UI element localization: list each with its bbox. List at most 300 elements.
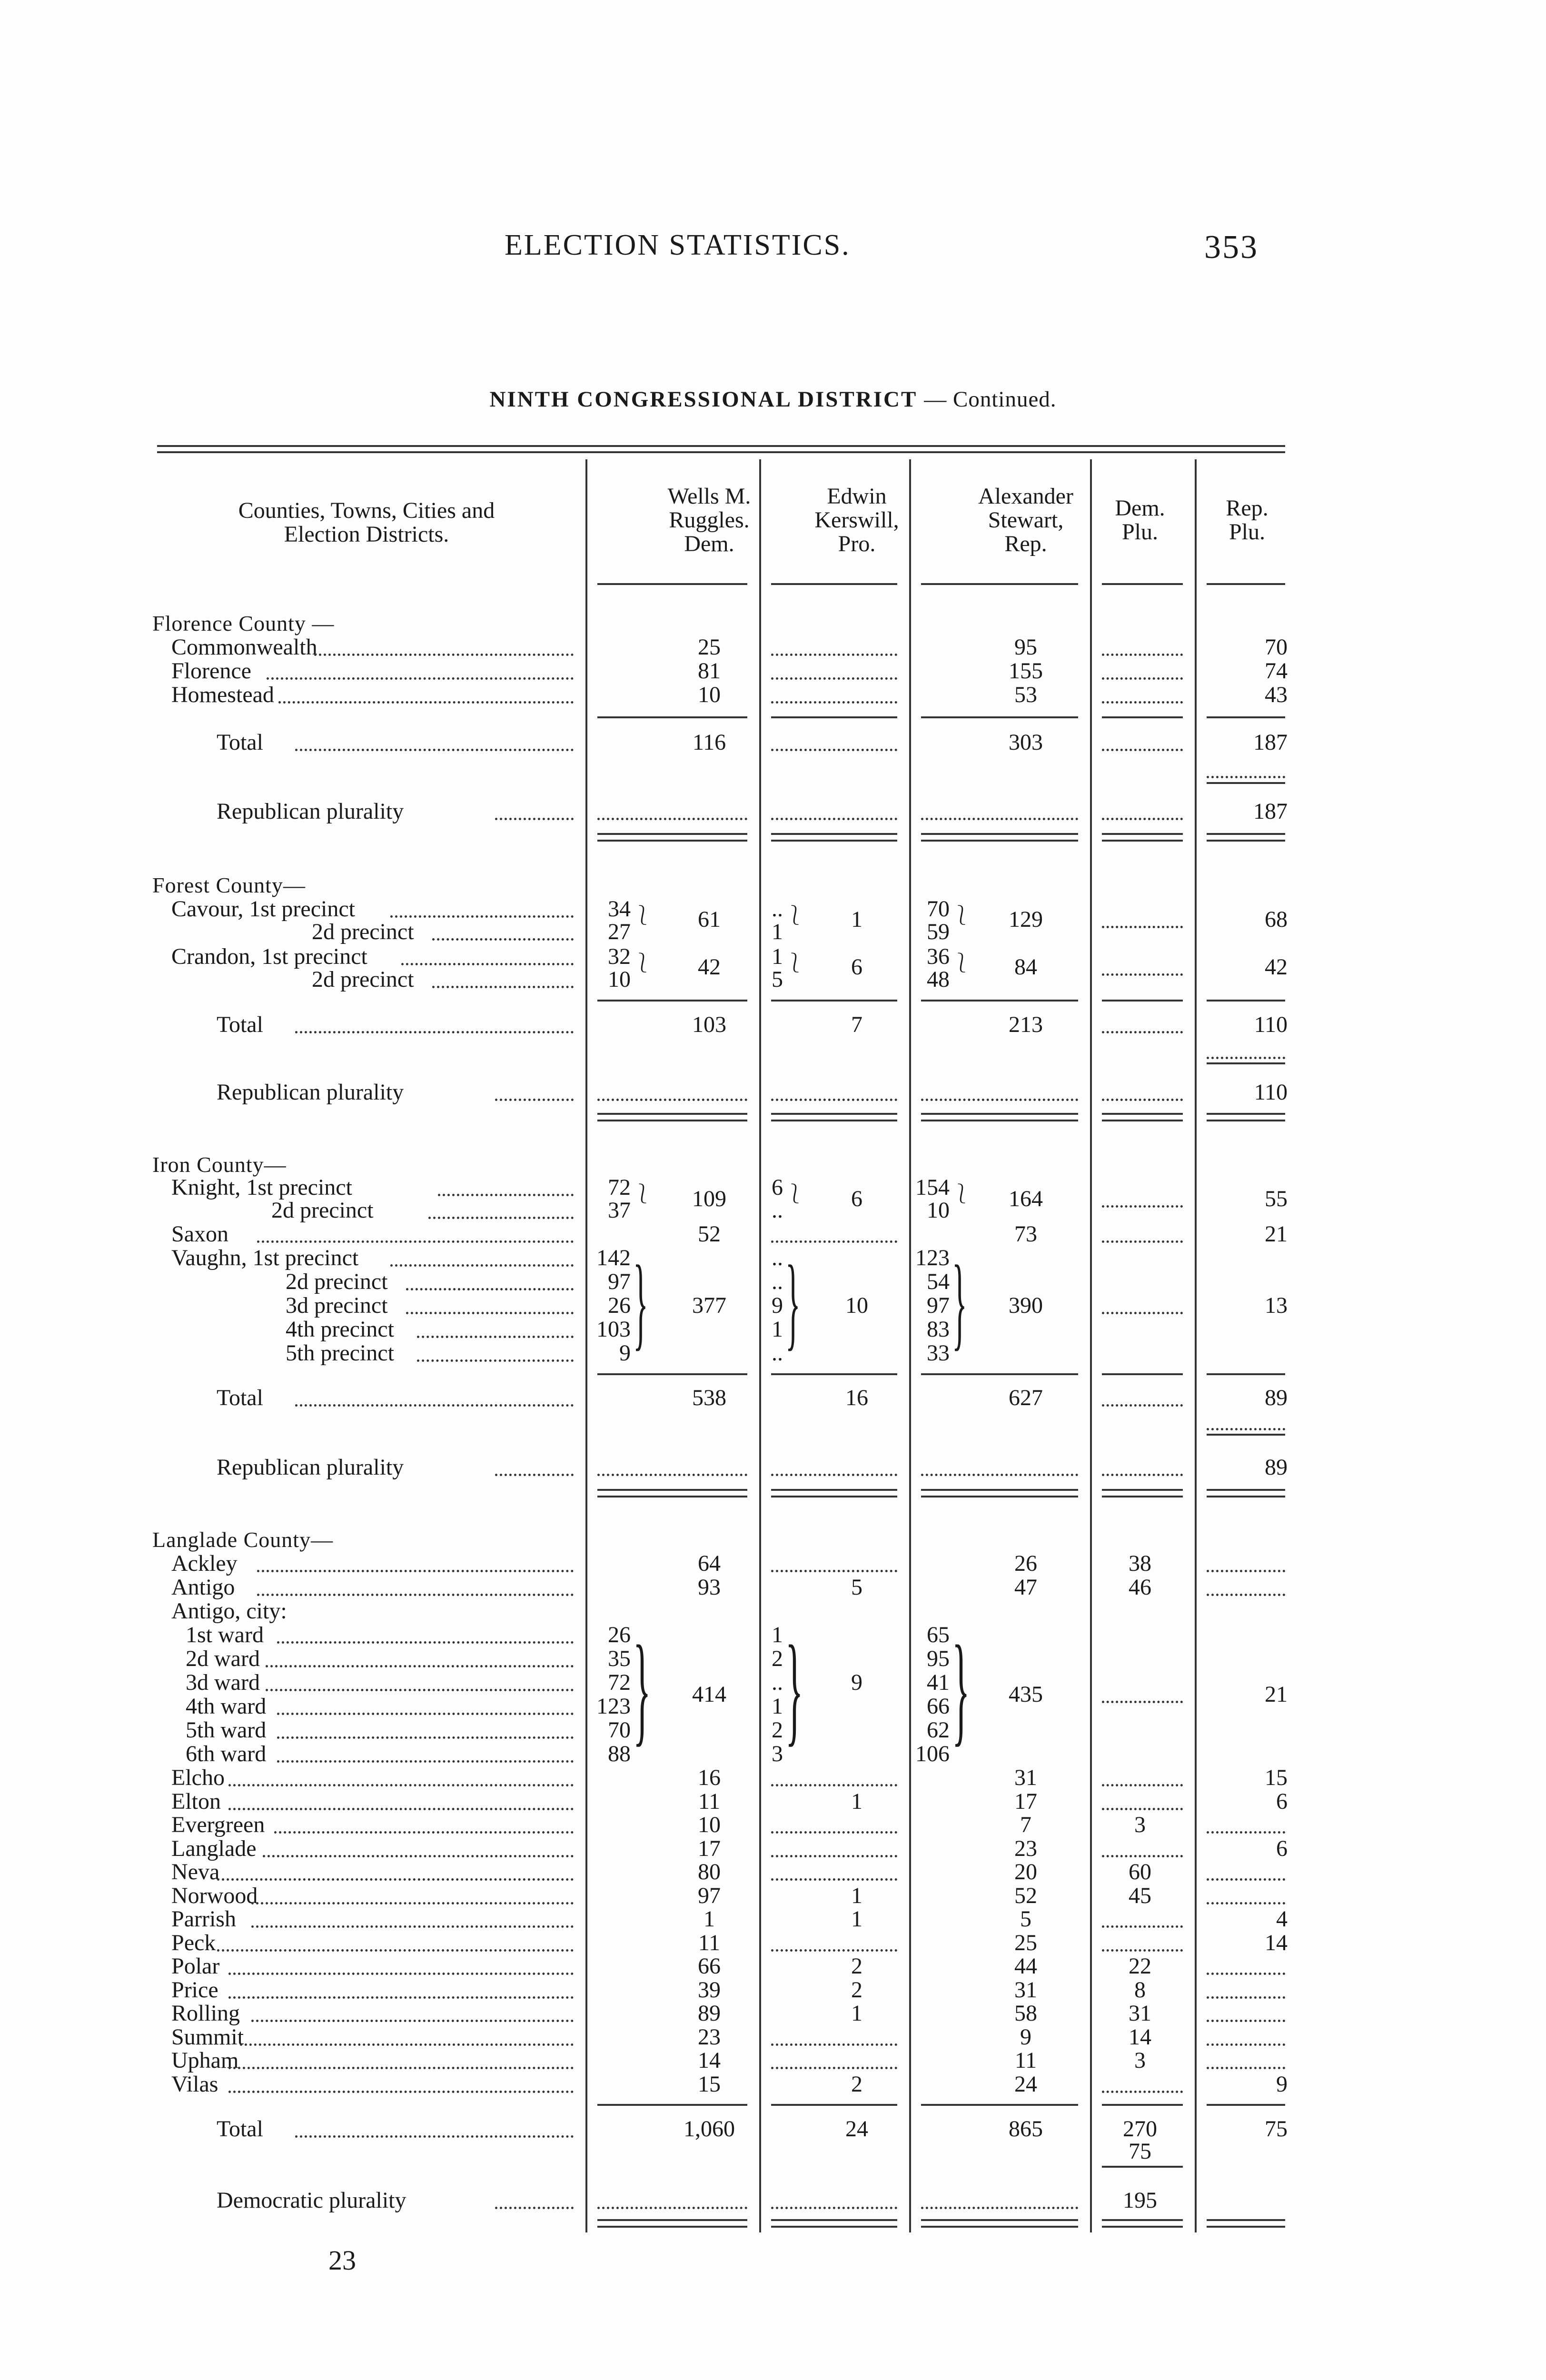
stewart-votes: 17	[1014, 1788, 1037, 1814]
header-underline	[1207, 583, 1285, 585]
ruggles-votes: 10	[698, 1812, 721, 1837]
stewart-votes: 5	[1020, 1906, 1031, 1932]
dot-leader	[390, 1264, 574, 1267]
rep-plurality: 43	[1265, 682, 1288, 707]
town-name: Antigo	[171, 1575, 235, 1600]
dot-leader	[771, 677, 897, 680]
dot-leader	[251, 1925, 574, 1928]
precinct-subvote: 59	[927, 919, 950, 944]
ward-subvote: 1	[772, 1694, 783, 1719]
total-rule	[771, 716, 897, 718]
brace: }	[952, 1244, 967, 1360]
section-rule	[597, 1489, 747, 1491]
brace: ⎱	[633, 952, 652, 973]
dot-leader	[1102, 1404, 1183, 1407]
ward-name: 6th ward	[186, 1741, 267, 1766]
stewart-votes: 95	[1014, 635, 1037, 660]
precinct-subvote: 1	[772, 944, 783, 969]
dot-leader	[495, 2207, 574, 2209]
section-rule	[1207, 840, 1285, 842]
dot-leader	[771, 1784, 897, 1786]
plurality-value: 110	[1254, 1080, 1288, 1105]
ruggles-votes: 64	[698, 1551, 721, 1576]
plurality-label: Republican plurality	[217, 1080, 404, 1105]
total-ruggles: 1,060	[684, 2116, 735, 2142]
stewart-votes: 31	[1014, 1765, 1037, 1790]
section-rule	[1102, 2226, 1183, 2228]
town-name: Parrish	[171, 1906, 236, 1932]
dot-leader	[1102, 1474, 1183, 1476]
ward-subvote: 1	[772, 1622, 783, 1647]
dot-leader	[1102, 973, 1183, 976]
section-rule	[1207, 1489, 1285, 1491]
dot-leader	[1102, 1205, 1183, 1208]
precinct-name: Cavour, 1st precinct	[171, 896, 355, 922]
dot-leader	[417, 1336, 574, 1338]
ward-subvote: 106	[915, 1741, 950, 1766]
section-rule	[1102, 1113, 1183, 1115]
precinct-subvote: 5	[772, 967, 783, 992]
dot-leader	[277, 1641, 574, 1644]
total-rule	[921, 1000, 1078, 1002]
ruggles-votes: 52	[698, 1221, 721, 1247]
dot-leader	[1102, 1099, 1183, 1101]
plurality-label: Republican plurality	[217, 799, 404, 824]
ward-subvote: 3	[772, 1741, 783, 1766]
dot-leader	[406, 1312, 574, 1314]
ward-subvote: ..	[772, 1670, 783, 1695]
total-kerswill: 24	[845, 2116, 868, 2142]
section-rule	[1207, 2219, 1285, 2221]
rep-plurality: 6	[1276, 1835, 1288, 1861]
brace: ⎱	[633, 1183, 652, 1204]
ruggles-votes: 66	[698, 1954, 721, 1979]
section-rule	[771, 833, 897, 835]
total-stewart: 627	[1009, 1385, 1043, 1410]
dot-leader	[495, 1099, 574, 1101]
precinct-name: 5th precinct	[286, 1340, 394, 1366]
section-rule	[921, 1120, 1078, 1121]
ward-subvote: 95	[927, 1646, 950, 1671]
ruggles-votes: 39	[698, 1977, 721, 2003]
dot-leader	[1102, 1701, 1183, 1703]
precinct-subvote: 34	[608, 896, 631, 922]
kerswill-votes: 1	[851, 1883, 862, 1908]
dot-leader	[771, 1474, 897, 1476]
dot-leader	[771, 1855, 897, 1857]
section-rule	[1207, 1113, 1285, 1115]
section-rule	[597, 1120, 747, 1121]
dot-leader	[251, 1902, 574, 1904]
dot-leader	[295, 1031, 574, 1033]
total-label: Total	[217, 1012, 263, 1037]
stewart-votes: 129	[1009, 907, 1043, 932]
section-rule	[1207, 2226, 1285, 2228]
section-rule	[1207, 1120, 1285, 1121]
precinct-subvote: ..	[772, 1340, 783, 1366]
town-name: Polar	[171, 1954, 220, 1979]
precinct-subvote: 72	[608, 1175, 631, 1200]
total-rule	[921, 716, 1078, 718]
stewart-votes: 26	[1014, 1551, 1037, 1576]
dot-leader	[771, 749, 897, 751]
dot-leader	[267, 677, 574, 680]
dot-leader	[1102, 2091, 1183, 2093]
precinct-name: 2d precinct	[271, 1198, 374, 1223]
dot-leader	[495, 1474, 574, 1476]
dot-leader	[1207, 2043, 1285, 2046]
stewart-votes: 47	[1014, 1575, 1037, 1600]
rep-plurality: 70	[1265, 635, 1288, 660]
header-underline	[921, 583, 1078, 585]
precinct-name: Vaughn, 1st precinct	[171, 1245, 359, 1270]
dot-leader	[314, 654, 574, 656]
town-name: Evergreen	[171, 1812, 265, 1837]
dot-leader	[771, 1099, 897, 1101]
plurality-rule	[1207, 782, 1285, 784]
dot-leader	[1207, 1428, 1285, 1430]
brace: }	[785, 1244, 801, 1360]
ward-subvote: 35	[608, 1646, 631, 1671]
dot-leader	[771, 1949, 897, 1952]
dot-leader	[228, 2067, 574, 2069]
section-rule	[921, 1496, 1078, 1497]
signature-mark: 23	[328, 2245, 356, 2276]
section-rule	[921, 840, 1078, 842]
dem-plurality: 46	[1129, 1575, 1151, 1600]
ward-subvote: 62	[927, 1717, 950, 1743]
stewart-votes: 73	[1014, 1221, 1037, 1247]
total-rule	[771, 2104, 897, 2106]
running-header-title: ELECTION STATISTICS.	[505, 229, 851, 261]
total-rule	[1207, 716, 1285, 718]
section-rule	[597, 2226, 747, 2228]
stewart-votes: 11	[1014, 2048, 1037, 2073]
section-rule	[771, 1489, 897, 1491]
precinct-subvote: 1	[772, 1317, 783, 1342]
total-rule	[597, 2104, 747, 2106]
precinct-subvote: 6	[772, 1175, 783, 1200]
city-heading: Antigo, city:	[171, 1598, 287, 1624]
kerswill-votes: 2	[851, 1954, 862, 1979]
dot-leader	[1102, 1949, 1183, 1952]
town-name: Vilas	[171, 2071, 218, 2097]
kerswill-votes: 10	[845, 1293, 868, 1318]
dot-leader	[771, 2043, 897, 2046]
kerswill-votes: 9	[851, 1670, 862, 1695]
ward-subvote: 72	[608, 1670, 631, 1695]
column-header-ruggles: Wells M. Ruggles. Dem.	[667, 484, 751, 556]
town-name: Price	[171, 1977, 218, 2003]
dem-plurality: 14	[1129, 2024, 1151, 2050]
section-rule	[921, 1113, 1078, 1115]
stewart-votes: 31	[1014, 1977, 1037, 2003]
dot-leader	[1207, 1570, 1285, 1572]
ruggles-votes: 11	[698, 1930, 721, 1955]
total-rule	[771, 1000, 897, 1002]
ruggles-votes: 80	[698, 1859, 721, 1884]
dot-leader	[771, 654, 897, 656]
plurality-value: 187	[1253, 799, 1288, 824]
dot-leader	[417, 1359, 574, 1362]
brace: }	[633, 1620, 651, 1757]
dot-leader	[1102, 1240, 1183, 1243]
column-rule	[1195, 459, 1197, 2232]
dot-leader	[266, 1689, 574, 1691]
dot-leader	[1102, 749, 1183, 751]
dot-leader	[277, 1713, 574, 1715]
plurality-label: Republican plurality	[217, 1455, 404, 1480]
dot-leader	[1207, 776, 1285, 778]
dot-leader	[295, 2135, 574, 2138]
section-rule	[771, 1120, 897, 1121]
stewart-votes: 164	[1009, 1186, 1043, 1211]
dot-leader	[432, 986, 574, 988]
section-rule	[597, 1496, 747, 1497]
page-number: 353	[1204, 229, 1259, 266]
ruggles-votes: 97	[698, 1883, 721, 1908]
ruggles-votes: 17	[698, 1835, 721, 1861]
dot-leader	[266, 1665, 574, 1667]
total-rule	[1102, 716, 1183, 718]
ruggles-votes: 11	[698, 1788, 721, 1814]
dot-leader	[597, 2207, 747, 2209]
brace: ⎱	[785, 904, 804, 926]
dot-leader	[771, 1240, 897, 1243]
column-rule	[909, 459, 911, 2232]
ward-name: 3d ward	[186, 1670, 260, 1695]
ruggles-votes: 42	[698, 954, 721, 980]
table-title	[0, 387, 1546, 412]
stewart-votes: 390	[1009, 1293, 1043, 1318]
ward-name: 2d ward	[186, 1646, 260, 1671]
precinct-subvote: 10	[927, 1198, 950, 1223]
precinct-subvote: 70	[927, 896, 950, 922]
section-rule	[771, 1113, 897, 1115]
precinct-subvote: 9	[772, 1293, 783, 1318]
total-rule	[597, 1373, 747, 1375]
plurality-label: Democratic plurality	[217, 2188, 406, 2213]
town-name: Elton	[171, 1788, 221, 1814]
dot-leader	[1207, 1973, 1285, 1975]
town-name: Summit	[171, 2024, 244, 2050]
stewart-votes: 58	[1014, 2001, 1037, 2026]
brace: }	[633, 1244, 648, 1360]
plurality-rule	[1102, 2166, 1183, 2168]
dot-leader	[274, 1831, 574, 1834]
dot-leader	[217, 1949, 574, 1952]
precinct-subvote: 97	[927, 1293, 950, 1318]
dot-leader	[228, 1996, 574, 1999]
column-header-area: Counties, Towns, Cities and Election Districts.	[238, 498, 495, 547]
dot-leader	[1207, 1831, 1285, 1834]
total-rule	[771, 1373, 897, 1375]
dot-leader	[1102, 1808, 1183, 1810]
ward-subvote: 2	[772, 1646, 783, 1671]
ruggles-votes: 15	[698, 2071, 721, 2097]
section-rule	[771, 2219, 897, 2221]
dot-leader	[597, 818, 747, 820]
section-rule	[921, 833, 1078, 835]
stewart-votes: 84	[1014, 954, 1037, 980]
kerswill-votes: 5	[851, 1575, 862, 1600]
ruggles-votes: 25	[698, 635, 721, 660]
column-rule	[1090, 459, 1092, 2232]
total-rule	[1207, 2104, 1285, 2106]
precinct-subvote: 32	[608, 944, 631, 969]
precinct-subvote: 37	[608, 1198, 631, 1223]
ward-subvote: 66	[927, 1694, 950, 1719]
dot-leader	[495, 818, 574, 820]
stewart-votes: 9	[1020, 2024, 1031, 2050]
total-stewart: 303	[1009, 730, 1043, 755]
town-name: Homestead	[171, 682, 274, 707]
stewart-votes: 44	[1014, 1954, 1037, 1979]
dot-leader	[257, 1240, 574, 1243]
dot-leader	[921, 1474, 1078, 1476]
total-rule	[921, 2104, 1078, 2106]
dot-leader	[277, 1736, 574, 1739]
ruggles-votes: 10	[698, 682, 721, 707]
dot-leader	[438, 1194, 574, 1196]
precinct-subvote: 27	[608, 919, 631, 944]
dot-leader	[1102, 818, 1183, 820]
ward-subvote: 26	[608, 1622, 631, 1647]
town-name: Peck	[171, 1930, 216, 1955]
dot-leader	[1207, 1594, 1285, 1596]
dot-leader	[257, 1570, 574, 1572]
dot-leader	[228, 1808, 574, 1810]
section-rule	[1207, 1496, 1285, 1497]
stewart-votes: 52	[1014, 1883, 1037, 1908]
ruggles-votes: 414	[692, 1682, 726, 1707]
dot-leader	[432, 938, 574, 941]
dem-plurality: 60	[1129, 1859, 1151, 1884]
section-rule	[1102, 833, 1183, 835]
precinct-subvote: 54	[927, 1269, 950, 1294]
total-ruggles: 538	[692, 1385, 726, 1410]
total-rep-offset: 75	[1129, 2139, 1151, 2164]
dot-leader	[1102, 1312, 1183, 1314]
precinct-name: Knight, 1st precinct	[171, 1175, 352, 1200]
ward-name: 4th ward	[186, 1694, 267, 1719]
town-name: Langlade	[171, 1835, 257, 1861]
total-rep-plurality: 187	[1253, 730, 1288, 755]
ruggles-votes: 377	[692, 1293, 726, 1318]
precinct-name: 2d precinct	[312, 967, 414, 992]
dot-leader	[428, 1217, 574, 1219]
town-name: Florence	[171, 658, 251, 684]
total-stewart: 213	[1009, 1012, 1043, 1037]
dot-leader	[1102, 701, 1183, 704]
dot-leader	[1207, 2020, 1285, 2022]
dot-leader	[597, 1474, 747, 1476]
dot-leader	[295, 749, 574, 751]
total-rule	[921, 1373, 1078, 1375]
dot-leader	[251, 2020, 574, 2022]
ward-subvote: 88	[608, 1741, 631, 1766]
column-header-stewart: Alexander Stewart, Rep.	[978, 484, 1073, 556]
dot-leader	[771, 1570, 897, 1572]
stewart-votes: 155	[1009, 658, 1043, 684]
ruggles-votes: 89	[698, 2001, 721, 2026]
dem-plurality: 3	[1134, 1812, 1146, 1837]
dot-leader	[390, 915, 574, 918]
precinct-subvote: ..	[772, 1245, 783, 1270]
kerswill-votes: 1	[851, 1788, 862, 1814]
dot-leader	[278, 701, 574, 704]
kerswill-votes: 1	[851, 1906, 862, 1932]
header-underline	[597, 583, 747, 585]
precinct-subvote: 142	[596, 1245, 631, 1270]
plurality-rule	[1207, 1062, 1285, 1064]
precinct-name: 3d precinct	[286, 1293, 388, 1318]
brace: }	[785, 1620, 803, 1757]
rep-plurality: 6	[1276, 1788, 1288, 1814]
section-rule	[921, 2226, 1078, 2228]
dem-plurality: 38	[1129, 1551, 1151, 1576]
header-underline	[1102, 583, 1183, 585]
precinct-subvote: 83	[927, 1317, 950, 1342]
section-rule	[597, 1113, 747, 1115]
brace: ⎱	[633, 904, 652, 926]
town-name: Elcho	[171, 1765, 225, 1790]
dot-leader	[1102, 677, 1183, 680]
section-rule	[597, 2219, 747, 2221]
brace: ⎱	[952, 1183, 971, 1204]
kerswill-votes: 2	[851, 2071, 862, 2097]
table-top-rule	[157, 445, 1285, 447]
header-underline	[771, 583, 897, 585]
dem-plurality: 3	[1134, 2048, 1146, 2073]
ward-subvote: 2	[772, 1717, 783, 1743]
brace: ⎱	[785, 1183, 804, 1204]
ruggles-votes: 23	[698, 2024, 721, 2050]
rep-plurality: 15	[1265, 1765, 1288, 1790]
section-rule	[1102, 1496, 1183, 1497]
dot-leader	[1102, 1784, 1183, 1786]
kerswill-votes: 6	[851, 1186, 862, 1211]
stewart-votes: 7	[1020, 1812, 1031, 1837]
column-header-dem-plu: Dem. Plu.	[1115, 496, 1165, 545]
brace: }	[952, 1620, 970, 1757]
total-rule	[1207, 1000, 1285, 1002]
dot-leader	[1207, 2067, 1285, 2069]
rep-plurality: 4	[1276, 1906, 1288, 1932]
table-title-main: NINTH CONGRESSIONAL DISTRICT	[489, 387, 917, 412]
dot-leader	[277, 1760, 574, 1763]
total-rep-plurality: 89	[1265, 1385, 1288, 1410]
table-title-continued: — Continued.	[924, 387, 1057, 412]
total-rule	[1102, 2104, 1183, 2106]
total-rule	[1207, 1373, 1285, 1375]
ruggles-votes: 61	[698, 907, 721, 932]
stewart-votes: 23	[1014, 1835, 1037, 1861]
precinct-subvote: ..	[772, 1269, 783, 1294]
precinct-subvote: 10	[608, 967, 631, 992]
dot-leader	[771, 701, 897, 704]
precinct-name: 4th precinct	[286, 1317, 394, 1342]
total-label: Total	[217, 2116, 263, 2142]
town-name: Norwood	[171, 1883, 258, 1908]
section-rule	[771, 840, 897, 842]
ruggles-votes: 1	[704, 1906, 715, 1932]
town-name: Saxon	[171, 1221, 228, 1247]
town-name: Rolling	[171, 2001, 240, 2026]
dot-leader	[217, 1878, 574, 1881]
dot-leader	[1207, 1057, 1285, 1059]
dot-leader	[1207, 1878, 1285, 1881]
